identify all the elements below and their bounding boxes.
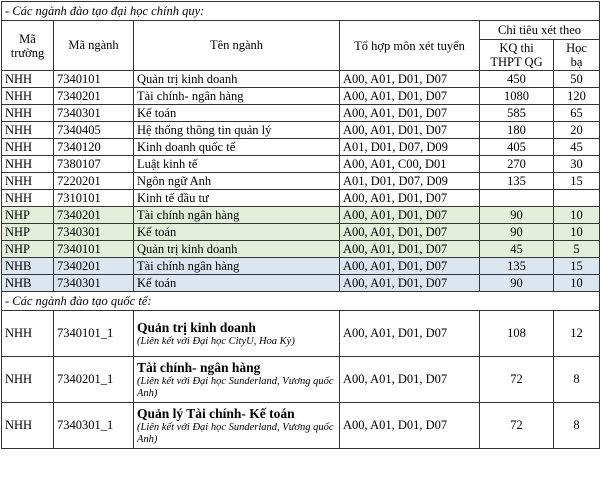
cell-combo: A00, A01, D01, D07 — [340, 88, 480, 105]
cell-code: 7340201 — [54, 88, 134, 105]
header-ma-nganh: Mã ngành — [54, 21, 134, 71]
cell-combo: A00, A01, D01, D07 — [340, 241, 480, 258]
section-regular-row — [2, 2, 600, 21]
cell-school: NHH — [2, 190, 54, 207]
table-row — [2, 258, 600, 275]
cell-name: Kế toán — [134, 275, 340, 292]
header-ma-truong: Mã trường — [2, 21, 54, 71]
admissions-table — [1, 1, 600, 449]
cell-exam-quota: 90 — [480, 207, 554, 224]
cell-code: 7340405 — [54, 122, 134, 139]
cell-code: 7340301 — [54, 224, 134, 241]
cell-combo: A01, D01, D07, D09 — [340, 173, 480, 190]
cell-code: 7340301_1 — [54, 403, 134, 449]
cell-exam-quota: 90 — [480, 224, 554, 241]
header-hoc-ba: Học bạ — [554, 40, 600, 71]
cell-exam-quota: 270 — [480, 156, 554, 173]
cell-name — [134, 403, 340, 449]
header-ten-nganh: Tên ngành — [134, 21, 340, 71]
cell-school: NHH — [2, 88, 54, 105]
cell-combo: A00, A01, D01, D07 — [340, 311, 480, 357]
program-name: Quản trị kinh doanh — [137, 319, 256, 335]
cell-name: Kinh tế đầu tư — [134, 190, 340, 207]
program-partner-note: (Liên kết với Đại học Sunderland, Vương quốc Anh) — [137, 421, 334, 445]
cell-school: NHH — [2, 403, 54, 449]
cell-exam-quota: 135 — [480, 173, 554, 190]
cell-combo: A00, A01, D01, D07 — [340, 122, 480, 139]
cell-combo: A00, A01, D01, D07 — [340, 71, 480, 88]
cell-record-quota: 10 — [554, 275, 600, 292]
cell-record-quota: 5 — [554, 241, 600, 258]
cell-combo: A00, A01, C00, D01 — [340, 156, 480, 173]
cell-name: Kinh doanh quốc tế — [134, 139, 340, 156]
table-row — [2, 122, 600, 139]
header-to-hop: Tổ hợp môn xét tuyển — [340, 21, 480, 71]
cell-code: 7340301 — [54, 105, 134, 122]
cell-combo: A00, A01, D01, D07 — [340, 275, 480, 292]
intl-table-row — [2, 357, 600, 403]
cell-code: 7340201 — [54, 207, 134, 224]
header-chi-tieu: Chỉ tiêu xét theo — [480, 21, 600, 40]
cell-name — [134, 311, 340, 357]
cell-school: NHH — [2, 71, 54, 88]
cell-code: 7340201_1 — [54, 357, 134, 403]
header-kq-thi: KQ thi THPT QG — [480, 40, 554, 71]
intl-table-row — [2, 311, 600, 357]
cell-combo: A00, A01, D01, D07 — [340, 224, 480, 241]
cell-code: 7340101_1 — [54, 311, 134, 357]
cell-name: Kế toán — [134, 224, 340, 241]
cell-record-quota: 120 — [554, 88, 600, 105]
table-row — [2, 88, 600, 105]
cell-exam-quota: 72 — [480, 357, 554, 403]
cell-record-quota: 8 — [554, 403, 600, 449]
table-row — [2, 139, 600, 156]
cell-name: Tài chính- ngân hàng — [134, 88, 340, 105]
intl-table-row — [2, 403, 600, 449]
cell-name: Hệ thống thông tin quản lý — [134, 122, 340, 139]
cell-exam-quota — [480, 190, 554, 207]
cell-name: Tài chính ngân hàng — [134, 207, 340, 224]
cell-combo: A00, A01, D01, D07 — [340, 403, 480, 449]
cell-combo: A00, A01, D01, D07 — [340, 105, 480, 122]
table-row — [2, 190, 600, 207]
table-row — [2, 105, 600, 122]
cell-combo: A00, A01, D01, D07 — [340, 258, 480, 275]
cell-name: Tài chính ngân hàng — [134, 258, 340, 275]
header-row-1 — [2, 21, 600, 40]
cell-record-quota: 12 — [554, 311, 600, 357]
cell-school: NHH — [2, 105, 54, 122]
cell-exam-quota: 585 — [480, 105, 554, 122]
cell-school: NHH — [2, 357, 54, 403]
table-row — [2, 241, 600, 258]
cell-name — [134, 357, 340, 403]
cell-exam-quota: 45 — [480, 241, 554, 258]
cell-school: NHP — [2, 224, 54, 241]
cell-combo: A00, A01, D01, D07 — [340, 357, 480, 403]
cell-exam-quota: 135 — [480, 258, 554, 275]
cell-school: NHH — [2, 156, 54, 173]
cell-combo: A00, A01, D01, D07 — [340, 190, 480, 207]
table-row — [2, 207, 600, 224]
cell-record-quota: 15 — [554, 258, 600, 275]
cell-school: NHP — [2, 241, 54, 258]
cell-exam-quota: 450 — [480, 71, 554, 88]
section-international-title: - Các ngành đào tạo quốc tế: — [2, 292, 600, 311]
cell-school: NHH — [2, 173, 54, 190]
cell-record-quota: 30 — [554, 156, 600, 173]
cell-school: NHB — [2, 275, 54, 292]
cell-code: 7340301 — [54, 275, 134, 292]
cell-exam-quota: 108 — [480, 311, 554, 357]
cell-record-quota: 20 — [554, 122, 600, 139]
cell-name: Luật kinh tế — [134, 156, 340, 173]
cell-code: 7340201 — [54, 258, 134, 275]
cell-record-quota: 50 — [554, 71, 600, 88]
cell-record-quota: 65 — [554, 105, 600, 122]
cell-name: Quản trị kinh doanh — [134, 241, 340, 258]
program-name: Tài chính- ngân hàng — [137, 359, 261, 375]
cell-exam-quota: 1080 — [480, 88, 554, 105]
cell-school: NHH — [2, 311, 54, 357]
section-international-row — [2, 292, 600, 311]
cell-record-quota: 10 — [554, 207, 600, 224]
cell-record-quota: 45 — [554, 139, 600, 156]
table-row — [2, 173, 600, 190]
cell-school: NHP — [2, 207, 54, 224]
cell-code: 7220201 — [54, 173, 134, 190]
cell-code: 7340120 — [54, 139, 134, 156]
cell-school: NHH — [2, 139, 54, 156]
table-row — [2, 156, 600, 173]
cell-combo: A01, D01, D07, D09 — [340, 139, 480, 156]
cell-code: 7310101 — [54, 190, 134, 207]
cell-exam-quota: 72 — [480, 403, 554, 449]
cell-record-quota: 10 — [554, 224, 600, 241]
cell-code: 7380107 — [54, 156, 134, 173]
cell-code: 7340101 — [54, 71, 134, 88]
cell-record-quota: 8 — [554, 357, 600, 403]
program-partner-note: (Liên kết với Đại học Sunderland, Vương quốc Anh) — [137, 375, 334, 399]
cell-name: Kế toán — [134, 105, 340, 122]
cell-name: Ngôn ngữ Anh — [134, 173, 340, 190]
cell-record-quota — [554, 190, 600, 207]
table-row — [2, 71, 600, 88]
section-regular-title: - Các ngành đào tạo đại học chính quy: — [2, 2, 600, 21]
cell-exam-quota: 90 — [480, 275, 554, 292]
cell-combo: A00, A01, D01, D07 — [340, 207, 480, 224]
table-row — [2, 224, 600, 241]
cell-school: NHH — [2, 122, 54, 139]
cell-code: 7340101 — [54, 241, 134, 258]
cell-exam-quota: 180 — [480, 122, 554, 139]
table-row — [2, 275, 600, 292]
cell-record-quota: 15 — [554, 173, 600, 190]
program-name: Quản lý Tài chính- Kế toán — [137, 405, 295, 421]
cell-school: NHB — [2, 258, 54, 275]
cell-exam-quota: 405 — [480, 139, 554, 156]
cell-name: Quản trị kinh doanh — [134, 71, 340, 88]
program-partner-note: (Liên kết với Đại học CityU, Hoa Kỳ) — [137, 335, 295, 347]
